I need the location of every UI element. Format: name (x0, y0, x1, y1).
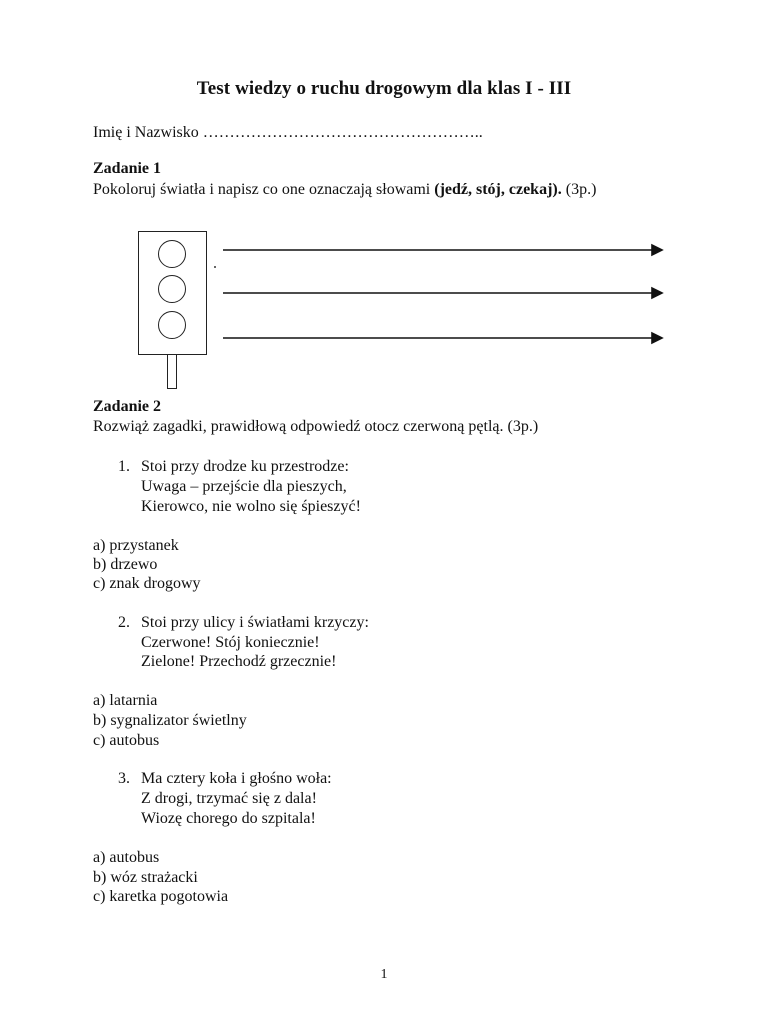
riddle-3-answer-a: a) autobus (93, 849, 160, 866)
task1-instruction-words: (jedź, stój, czekaj). (434, 181, 562, 198)
riddle-3-number: 3. (118, 770, 130, 787)
riddle-3-line-2: Z drogi, trzymać się z dala! (141, 790, 317, 807)
riddle-1-answer-b: b) drzewo (93, 556, 158, 573)
name-line: Imię i Nazwisko …………………………………………….. (93, 124, 483, 141)
riddle-2-answer-a: a) latarnia (93, 692, 158, 709)
traffic-light-drawing (138, 231, 207, 355)
riddle-3-line-3: Wiozę chorego do szpitala! (141, 810, 316, 827)
riddle-2-answer-b: b) sygnalizator świetlny (93, 712, 247, 729)
bottom-lamp-circle (158, 311, 186, 339)
riddle-2-answer-c: c) autobus (93, 732, 160, 749)
riddle-1-number: 1. (118, 458, 130, 475)
task1-points: (3p.) (561, 181, 597, 198)
middle-lamp-circle (158, 275, 186, 303)
task1-instruction-text: Pokoloruj światła i napisz co one oznaczają słowami (93, 181, 435, 198)
riddle-1-answer-a: a) przystanek (93, 537, 179, 554)
task1-instruction (93, 181, 596, 199)
riddle-1-line-3: Kierowco, nie wolno się śpieszyć! (141, 498, 361, 515)
arrow-head-1 (652, 245, 662, 255)
riddle-1-answer-c: c) znak drogowy (93, 575, 201, 592)
task2-instruction: Rozwiąż zagadki, prawidłową odpowiedź otocz czerwoną pętlą. (3p.) (93, 418, 539, 435)
top-lamp-circle (158, 240, 186, 268)
page-title: Test wiedzy o ruchu drogowym dla klas I - III (196, 78, 572, 99)
stray-dot (214, 266, 216, 268)
riddle-1-line-1: Stoi przy drodze ku przestrodze: (141, 458, 349, 475)
task2-heading: Zadanie 2 (93, 398, 162, 415)
traffic-light-pole (167, 355, 177, 389)
arrow-head-2 (652, 288, 662, 298)
page-number: 1 (380, 967, 388, 982)
riddle-1-line-2: Uwaga – przejście dla pieszych, (141, 478, 347, 495)
riddle-2-line-3: Zielone! Przechodź grzecznie! (141, 653, 337, 670)
riddle-3-answer-b: b) wóz strażacki (93, 869, 198, 886)
riddle-3-answer-c: c) karetka pogotowia (93, 888, 229, 905)
arrow-head-3 (652, 333, 662, 343)
riddle-3-line-1: Ma cztery koła i głośno woła: (141, 770, 332, 787)
task1-heading: Zadanie 1 (93, 160, 162, 177)
riddle-2-line-1: Stoi przy ulicy i światłami krzyczy: (141, 614, 369, 631)
riddle-2-number: 2. (118, 614, 130, 631)
answer-arrows (220, 238, 670, 348)
riddle-2-line-2: Czerwone! Stój koniecznie! (141, 634, 320, 651)
